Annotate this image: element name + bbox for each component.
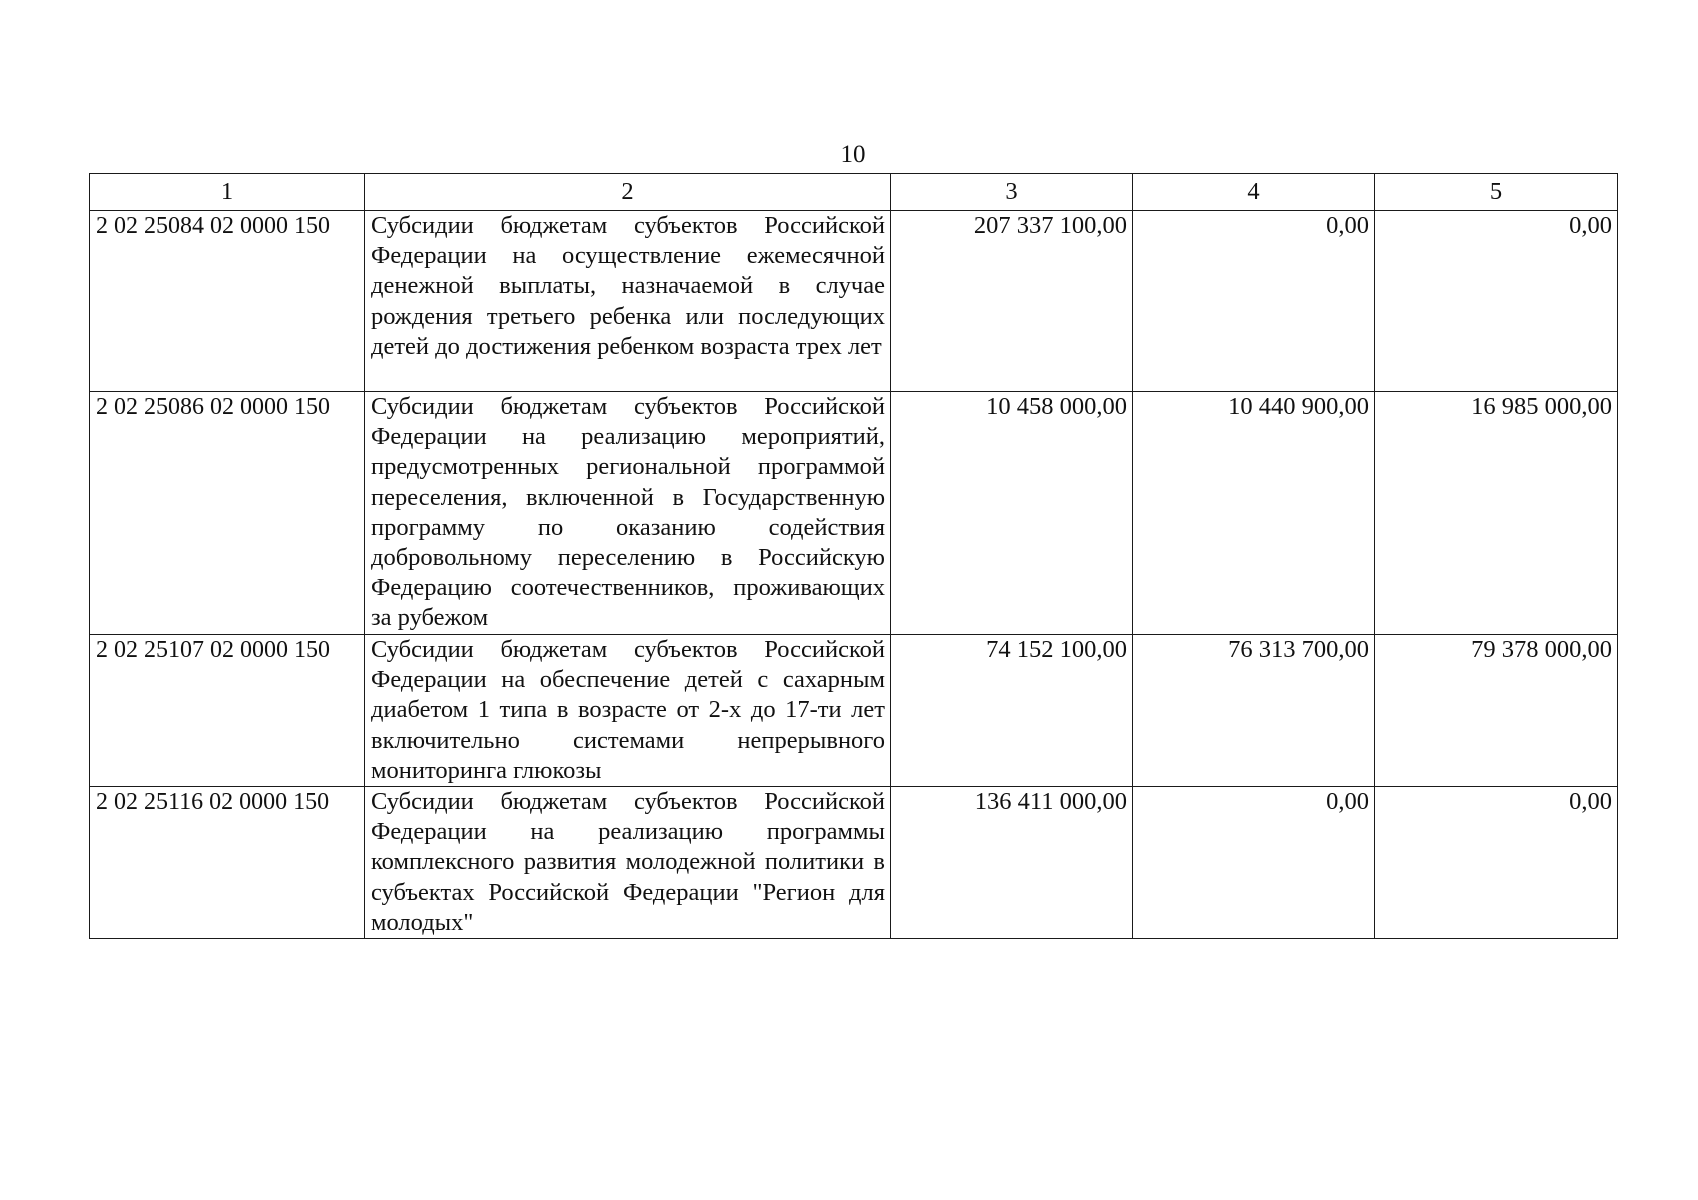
amount-col-4: 10 440 900,00 (1133, 392, 1375, 635)
subsidy-name: Субсидии бюджетам субъектов Российской Федерации на реализацию программы комплексного развития молодежной политики в субъектах Российской Федерации "Регион для молодых" (365, 787, 891, 939)
table-row (90, 787, 1618, 939)
header-col-1: 1 (90, 174, 365, 211)
amount-col-3: 136 411 000,00 (891, 787, 1133, 939)
amount-col-5: 0,00 (1375, 787, 1618, 939)
header-col-5: 5 (1375, 174, 1618, 211)
header-col-4: 4 (1133, 174, 1375, 211)
amount-col-3: 207 337 100,00 (891, 211, 1133, 392)
table-row (90, 211, 1618, 392)
amount-col-3: 10 458 000,00 (891, 392, 1133, 635)
page-number: 10 (840, 141, 866, 168)
budget-code: 2 02 25084 02 0000 150 (90, 211, 365, 392)
budget-table (89, 173, 1618, 939)
subsidy-name: Субсидии бюджетам субъектов Российской Федерации на реализацию мероприятий, предусмотренных региональной программой переселения, включенной в Государственную программу по оказанию содействия добровольному переселению в Российскую Федерацию соотечественников, проживающих за рубежом (365, 392, 891, 635)
budget-code: 2 02 25107 02 0000 150 (90, 635, 365, 787)
amount-col-3: 74 152 100,00 (891, 635, 1133, 787)
budget-code: 2 02 25116 02 0000 150 (90, 787, 365, 939)
amount-col-4: 0,00 (1133, 787, 1375, 939)
subsidy-name: Субсидии бюджетам субъектов Российской Федерации на обеспечение детей с сахарным диабетом 1 типа в возрасте от 2-х до 17-ти лет включительно системами непрерывного мониторинга глюкозы (365, 635, 891, 787)
budget-code: 2 02 25086 02 0000 150 (90, 392, 365, 635)
header-col-2: 2 (365, 174, 891, 211)
amount-col-5: 0,00 (1375, 211, 1618, 392)
amount-col-4: 76 313 700,00 (1133, 635, 1375, 787)
amount-col-5: 79 378 000,00 (1375, 635, 1618, 787)
amount-col-5: 16 985 000,00 (1375, 392, 1618, 635)
amount-col-4: 0,00 (1133, 211, 1375, 392)
table-row (90, 635, 1618, 787)
table-row (90, 392, 1618, 635)
header-row (90, 174, 1618, 211)
subsidy-name: Субсидии бюджетам субъектов Российской Федерации на осуществление ежемесячной денежной выплаты, назначаемой в случае рождения третьего ребенка или последующих детей до достижения ребенком возраста трех лет (365, 211, 891, 392)
header-col-3: 3 (891, 174, 1133, 211)
